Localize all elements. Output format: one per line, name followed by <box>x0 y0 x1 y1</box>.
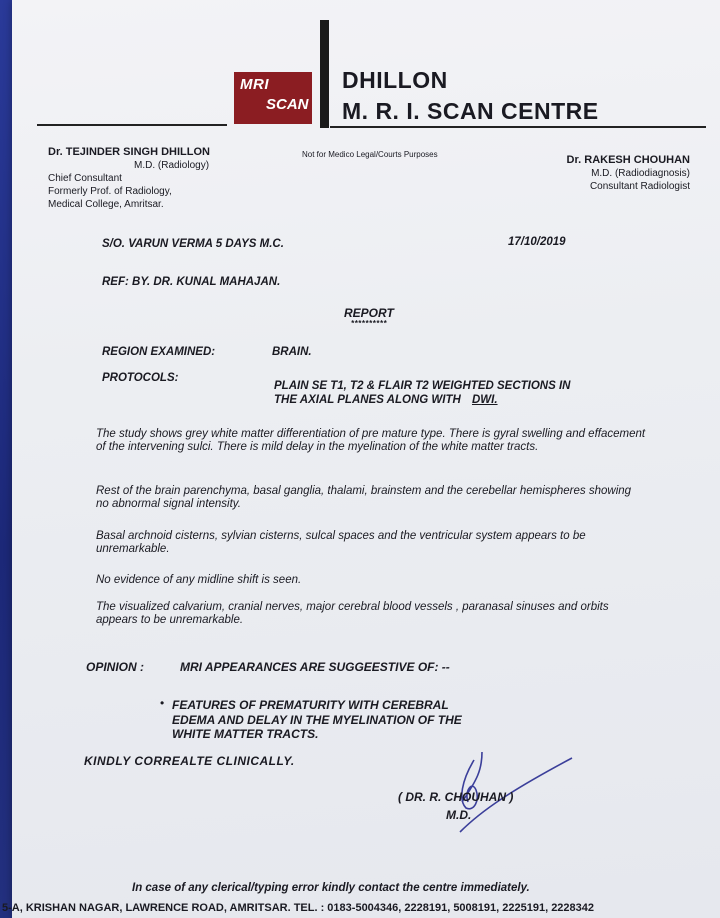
report-title: REPORT <box>344 306 394 320</box>
referral-line: REF: BY. DR. KUNAL MAHAJAN. <box>102 276 281 288</box>
left-doctor-line3: Medical College, Amritsar. <box>48 199 164 210</box>
right-doctor-name: Dr. RAKESH CHOUHAN <box>566 154 690 166</box>
centre-name-line2: M. R. I. SCAN CENTRE <box>342 98 599 124</box>
protocols-label: PROTOCOLS: <box>102 372 179 384</box>
header-vertical-bar <box>320 20 329 128</box>
right-doctor-degree: M.D. (Radiodiagnosis) <box>591 168 690 179</box>
left-doctor-degree: M.D. (Radiology) <box>134 160 210 171</box>
left-doctor-name: Dr. TEJINDER SINGH DHILLON <box>48 146 210 158</box>
footer-notice: In case of any clerical/typing error kindly contact the centre immediately. <box>132 882 530 894</box>
bullet-line3: WHITE MATTER TRACTS. <box>172 727 319 741</box>
findings-paragraph-3: Basal archnoid cisterns, sylvian cisterns, sulcal spaces and the ventricular system appears to be unremarkable. <box>96 530 586 555</box>
logo-text-scan: SCAN <box>266 96 309 113</box>
left-doctor-block <box>48 146 210 211</box>
left-doctor-line2: Formerly Prof. of Radiology, <box>48 186 172 197</box>
findings-paragraph-1: The study shows grey white matter differentiation of pre mature type. There is gyral swelling and effacement of the intervening sulci. There is mild delay in the myelination of the white matter tracts. <box>96 428 646 453</box>
header-rule-left <box>37 124 227 126</box>
signatory-name: ( DR. R. CHOUHAN ) <box>398 790 514 804</box>
report-stars: ********** <box>350 319 387 328</box>
protocols-dwi: DWI. <box>471 394 498 406</box>
kindly-correlate: KINDLY CORREALTE CLINICALLY. <box>84 754 295 768</box>
protocols-line2-wrap <box>274 394 498 406</box>
report-document <box>2 0 720 918</box>
protocols-line2: THE AXIAL PLANES ALONG WITH <box>274 394 461 406</box>
region-label: REGION EXAMINED: <box>102 346 216 358</box>
patient-line: S/O. VARUN VERMA 5 DAYS M.C. <box>102 238 284 250</box>
report-date: 17/10/2019 <box>508 236 566 248</box>
right-doctor-title: Consultant Radiologist <box>589 181 690 192</box>
opinion-text: MRI APPEARANCES ARE SUGGEESTIVE OF: -- <box>180 660 450 674</box>
findings-paragraph-2: Rest of the brain parenchyma, basal ganglia, thalami, brainstem and the cerebellar hemispheres showing no abnormal signal intensity. <box>96 485 632 510</box>
protocols-line1: PLAIN SE T1, T2 & FLAIR T2 WEIGHTED SECTIONS IN <box>274 380 571 392</box>
bullet-line2: EDEMA AND DELAY IN THE MYELINATION OF THE <box>172 712 462 727</box>
right-doctor-block <box>567 154 690 193</box>
report-heading <box>344 306 394 328</box>
opinion-label: OPINION : <box>86 660 145 674</box>
header-rule-right <box>330 126 706 128</box>
mri-scan-logo <box>234 72 312 124</box>
signatory-degree: M.D. <box>446 808 472 822</box>
opinion-bullet-text <box>172 698 462 742</box>
centre-name-line1: DHILLON <box>342 67 448 93</box>
left-doctor-line1: Chief Consultant <box>48 173 122 184</box>
medico-legal-note: Not for Medico Legal/Courts Purposes <box>302 150 438 159</box>
bullet-line1: FEATURES OF PREMATURITY WITH CEREBRAL <box>172 698 449 712</box>
findings-paragraph-5: The visualized calvarium, cranial nerves, major cerebral blood vessels , paranasal sinuses and orbits appears to be unremarkable. <box>96 601 609 626</box>
opinion-bullet: • <box>160 696 165 710</box>
logo-text-mri: MRI <box>240 76 269 93</box>
findings-paragraph-4: No evidence of any midline shift is seen. <box>96 574 302 586</box>
footer-address: 5-A, KRISHAN NAGAR, LAWRENCE ROAD, AMRITSAR. TEL. : 0183-5004346, 2228191, 5008191, 2225191, 2228342 <box>2 902 595 914</box>
region-value: BRAIN. <box>272 346 312 358</box>
